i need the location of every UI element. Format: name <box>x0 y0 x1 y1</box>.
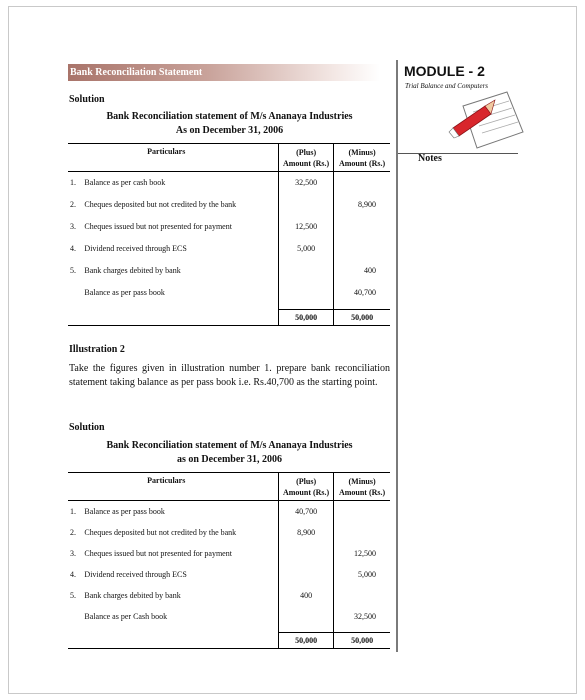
row-minus-amount: 5,000 <box>358 569 376 579</box>
row-particular: Cheques deposited but not credited by the bank <box>84 527 237 537</box>
table-row <box>68 543 390 564</box>
row-number <box>68 606 84 627</box>
row-number <box>68 282 84 304</box>
table-header-row <box>68 473 390 501</box>
total-label-cell <box>84 310 278 326</box>
table-row <box>68 260 390 282</box>
row-particular: Balance as per pass book <box>84 506 165 516</box>
row-particular: Cheques issued but not presented for payment <box>84 548 232 558</box>
illustration-body: Take the figures given in illustration number 1. prepare bank reconciliation statement taking balance as per pass book i.e. Rs.40,700 as the starting point. <box>69 363 390 388</box>
row-particular: Balance as per pass book <box>84 288 165 297</box>
minus-header-line1: (Minus) <box>348 476 376 486</box>
table-row <box>68 501 390 522</box>
module-title: MODULE - 2 <box>404 63 485 79</box>
row-plus-amount: 400 <box>279 585 334 606</box>
statement-heading-2-line2: as on December 31, 2006 <box>176 454 283 465</box>
row-minus-amount <box>334 238 390 260</box>
column-header-num <box>68 144 84 172</box>
row-plus-amount: 12,500 <box>279 216 334 238</box>
table-body-1 <box>68 172 390 326</box>
plus-header-line2: Amount (Rs.) <box>282 158 330 168</box>
column-header-minus <box>334 144 390 172</box>
solution-label-1: Solution <box>69 94 105 105</box>
total-spacer <box>68 310 84 326</box>
row-particular: Cheques issued but not presented for payment <box>84 222 232 231</box>
minus-header-line2: Amount (Rs.) <box>338 487 386 497</box>
row-particular: Dividend received through ECS <box>84 569 187 579</box>
table-row <box>68 585 390 606</box>
particulars-header-text: Particulars <box>147 476 186 485</box>
statement-heading-1-line2: As on December 31, 2006 <box>175 125 284 136</box>
row-minus-amount <box>334 522 390 543</box>
row-plus-amount <box>279 260 334 282</box>
statement-heading-2-line1: Bank Reconciliation statement of M/s Ananaya Industries <box>106 440 353 451</box>
row-plus-amount <box>279 564 334 585</box>
plus-header-line1: (Plus) <box>296 147 317 157</box>
table-header-row <box>68 144 390 172</box>
solution-label-2: Solution <box>69 422 105 433</box>
row-plus-amount: 40,700 <box>279 501 334 522</box>
row-number: 4. <box>70 569 76 579</box>
table-row <box>68 282 390 304</box>
total-minus-amount: 50,000 <box>334 310 390 326</box>
column-header-minus <box>334 473 390 501</box>
row-plus-amount: 8,900 <box>279 522 334 543</box>
table-row <box>68 238 390 260</box>
row-number: 5. <box>70 266 76 275</box>
table-row <box>68 216 390 238</box>
row-minus-amount: 32,500 <box>354 611 376 621</box>
row-minus-amount <box>334 172 390 194</box>
row-minus-amount <box>334 501 390 522</box>
total-plus-amount: 50,000 <box>279 633 334 649</box>
minus-header-line1: (Minus) <box>348 147 376 157</box>
row-minus-amount: 8,900 <box>358 200 376 209</box>
row-particular: Bank charges debited by bank <box>84 590 181 600</box>
notes-label: Notes <box>418 153 442 164</box>
statement-heading-1-line1: Bank Reconciliation statement of M/s Ananaya Industries <box>106 111 353 122</box>
row-plus-amount: 32,500 <box>279 172 334 194</box>
row-particular: Cheques deposited but not credited by the bank <box>84 200 237 209</box>
row-number: 3. <box>70 222 76 231</box>
row-minus-amount: 400 <box>364 266 376 275</box>
table-row <box>68 564 390 585</box>
section-header-bar: Bank Reconciliation Statement <box>68 64 380 81</box>
statement-heading-2 <box>69 439 390 467</box>
row-particular: Bank charges debited by bank <box>84 266 181 275</box>
table-row <box>68 194 390 216</box>
column-header-plus <box>279 473 334 501</box>
row-number: 3. <box>70 548 76 558</box>
notes-rule <box>398 153 518 154</box>
reconciliation-table-2 <box>68 472 390 649</box>
row-plus-amount: 5,000 <box>279 238 334 260</box>
table-row <box>68 522 390 543</box>
particulars-header-text: Particulars <box>147 147 186 156</box>
row-plus-amount <box>279 543 334 564</box>
total-row <box>68 633 390 649</box>
row-minus-amount: 12,500 <box>354 548 376 558</box>
row-number: 4. <box>70 244 76 253</box>
margin-divider <box>396 60 398 652</box>
row-plus-amount <box>279 282 334 304</box>
illustration-title: Illustration 2 <box>69 344 125 355</box>
plus-header-line2: Amount (Rs.) <box>282 487 330 497</box>
column-header-num <box>68 473 84 501</box>
total-spacer <box>68 633 84 649</box>
row-minus-amount <box>334 585 390 606</box>
row-particular: Balance as per Cash book <box>84 611 168 621</box>
row-number: 1. <box>70 506 76 516</box>
total-label-cell <box>84 633 278 649</box>
table-row <box>68 606 390 627</box>
row-plus-amount <box>279 194 334 216</box>
total-plus-amount: 50,000 <box>279 310 334 326</box>
row-minus-amount <box>334 216 390 238</box>
reconciliation-table-1 <box>68 143 390 326</box>
table-row <box>68 172 390 194</box>
row-particular: Dividend received through ECS <box>84 244 187 253</box>
row-number: 2. <box>70 200 76 209</box>
total-minus-amount: 50,000 <box>334 633 390 649</box>
module-subtitle: Trial Balance and Computers <box>405 82 489 90</box>
table-body-2 <box>68 501 390 649</box>
row-number: 5. <box>70 590 76 600</box>
column-header-particulars <box>84 473 278 501</box>
row-plus-amount <box>279 606 334 627</box>
row-particular: Balance as per cash book <box>84 178 166 188</box>
row-minus-amount: 40,700 <box>354 288 376 297</box>
column-header-plus <box>279 144 334 172</box>
statement-heading-1 <box>69 110 390 138</box>
notepad-with-pencil-icon <box>445 88 533 154</box>
row-number: 1. <box>70 178 76 188</box>
column-header-particulars <box>84 144 278 172</box>
row-number: 2. <box>70 527 76 537</box>
total-row <box>68 310 390 326</box>
plus-header-line1: (Plus) <box>296 476 317 486</box>
minus-header-line2: Amount (Rs.) <box>338 158 386 168</box>
